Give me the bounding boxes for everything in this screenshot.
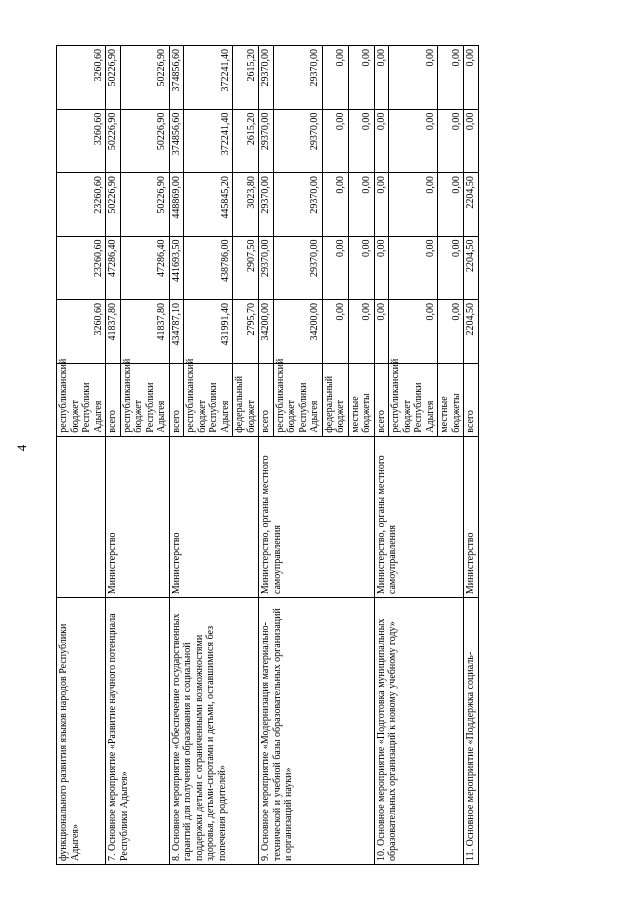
value-cell: 3023,80 (233, 173, 259, 236)
value-cell: 50226,90 (120, 46, 169, 110)
table-row (464, 46, 479, 865)
page-number: 4 (14, 444, 29, 452)
value-cell: 372241,40 (184, 46, 233, 110)
value-cell: 0,00 (389, 300, 438, 363)
value-cell: 50226,90 (120, 173, 169, 236)
value-cell: 2907,50 (233, 236, 259, 299)
value-cell: 0,00 (374, 173, 389, 236)
source-cell: республиканский бюджет Республики Адыгея (389, 363, 438, 436)
value-cell: 0,00 (348, 109, 374, 172)
value-cell: 0,00 (438, 236, 464, 299)
value-cell: 29370,00 (273, 236, 322, 299)
event-cell: 9. Основное мероприятие «Модернизация материально-технической и учебной базы образовательных организаций и организаций науки» (259, 598, 375, 865)
value-cell: 29370,00 (259, 46, 274, 110)
value-cell: 41837,80 (106, 300, 121, 363)
value-cell: 0,00 (389, 173, 438, 236)
value-cell: 41837,80 (120, 300, 169, 363)
value-cell: 0,00 (389, 236, 438, 299)
value-cell: 0,00 (322, 109, 348, 172)
source-cell: республиканский бюджет Республики Адыгея (57, 363, 106, 436)
value-cell: 2204,50 (464, 173, 479, 236)
value-cell: 0,00 (438, 300, 464, 363)
value-cell: 445845,20 (184, 173, 233, 236)
value-cell: 0,00 (348, 300, 374, 363)
value-cell: 47286,40 (120, 236, 169, 299)
value-cell: 374856,60 (169, 109, 184, 172)
value-cell: 29370,00 (273, 173, 322, 236)
value-cell: 3260,60 (57, 109, 106, 172)
value-cell: 50226,90 (106, 109, 121, 172)
value-cell: 0,00 (389, 46, 438, 110)
value-cell: 0,00 (322, 46, 348, 110)
source-cell: республиканский бюджет Республики Адыгея (273, 363, 322, 436)
event-cell: 7. Основное мероприятие «Развитие научного потенциала Республики Адыгея» (106, 598, 170, 865)
value-cell: 2204,50 (464, 236, 479, 299)
table-row (106, 46, 121, 865)
source-cell: федеральный бюджет (233, 363, 259, 436)
value-cell: 29370,00 (273, 109, 322, 172)
value-cell: 431991,40 (184, 300, 233, 363)
value-cell: 2204,50 (464, 300, 479, 363)
table-row (169, 46, 184, 865)
value-cell: 29370,00 (259, 236, 274, 299)
value-cell: 34200,00 (259, 300, 274, 363)
value-cell: 372241,40 (184, 109, 233, 172)
value-cell: 0,00 (464, 46, 479, 110)
source-cell: всего (106, 363, 121, 436)
value-cell: 0,00 (348, 236, 374, 299)
value-cell: 441693,50 (169, 236, 184, 299)
value-cell: 23260,60 (57, 173, 106, 236)
value-cell: 29370,00 (259, 109, 274, 172)
event-cell: 10. Основное мероприятие «Подготовка муниципальных образовательных организаций к новому учебному году» (374, 598, 464, 865)
value-cell: 47286,40 (106, 236, 121, 299)
value-cell: 0,00 (438, 173, 464, 236)
source-cell: местные бюджеты (348, 363, 374, 436)
value-cell: 0,00 (374, 109, 389, 172)
value-cell: 29370,00 (259, 173, 274, 236)
table-row (57, 46, 106, 865)
source-cell: республиканский бюджет Республики Адыгея (120, 363, 169, 436)
executor-cell: Министерство (169, 436, 259, 597)
source-cell: всего (374, 363, 389, 436)
event-cell: функционального развития языков народов Республики Адыгея» (57, 598, 106, 865)
value-cell: 0,00 (374, 46, 389, 110)
source-cell: всего (169, 363, 184, 436)
rotated-table-container (56, 45, 616, 865)
value-cell: 0,00 (322, 173, 348, 236)
executor-cell: Министерство (106, 436, 170, 597)
value-cell: 50226,90 (106, 173, 121, 236)
value-cell: 3260,60 (57, 46, 106, 110)
event-cell: 11. Основное мероприятие «Поддержка социаль- (464, 598, 479, 865)
value-cell: 2795,70 (233, 300, 259, 363)
source-cell: республиканский бюджет Республики Адыгея (184, 363, 233, 436)
value-cell: 0,00 (374, 300, 389, 363)
value-cell: 2615,20 (233, 46, 259, 110)
value-cell: 0,00 (389, 109, 438, 172)
value-cell: 29370,00 (273, 46, 322, 110)
value-cell: 0,00 (322, 300, 348, 363)
table-row (259, 46, 274, 865)
value-cell: 2615,20 (233, 109, 259, 172)
value-cell: 0,00 (348, 173, 374, 236)
value-cell: 0,00 (438, 46, 464, 110)
value-cell: 374856,60 (169, 46, 184, 110)
executor-cell (57, 436, 106, 597)
value-cell: 3260,60 (57, 300, 106, 363)
value-cell: 0,00 (438, 109, 464, 172)
executor-cell: Министерство, органы местного самоуправления (374, 436, 464, 597)
value-cell: 23260,60 (57, 236, 106, 299)
value-cell: 434787,10 (169, 300, 184, 363)
table-row (374, 46, 389, 865)
event-cell: 8. Основное мероприятие «Обеспечение государственных гарантий для получения образования и социальной поддержки детьми с ограниченными возможностями здоровья, детьми-сиротами и детьми, оставшимися без попечения родителей» (169, 598, 259, 865)
value-cell: 0,00 (348, 46, 374, 110)
value-cell: 448869,00 (169, 173, 184, 236)
source-cell: местные бюджеты (438, 363, 464, 436)
source-cell: федеральный бюджет (322, 363, 348, 436)
value-cell: 50226,90 (106, 46, 121, 110)
source-cell: всего (464, 363, 479, 436)
executor-cell: Министерство, органы местного самоуправления (259, 436, 375, 597)
value-cell: 0,00 (374, 236, 389, 299)
value-cell: 0,00 (464, 109, 479, 172)
source-cell: всего (259, 363, 274, 436)
value-cell: 50226,90 (120, 109, 169, 172)
budget-table (56, 45, 479, 865)
executor-cell: Министерство (464, 436, 479, 597)
value-cell: 0,00 (322, 236, 348, 299)
value-cell: 438786,00 (184, 236, 233, 299)
value-cell: 34200,00 (273, 300, 322, 363)
